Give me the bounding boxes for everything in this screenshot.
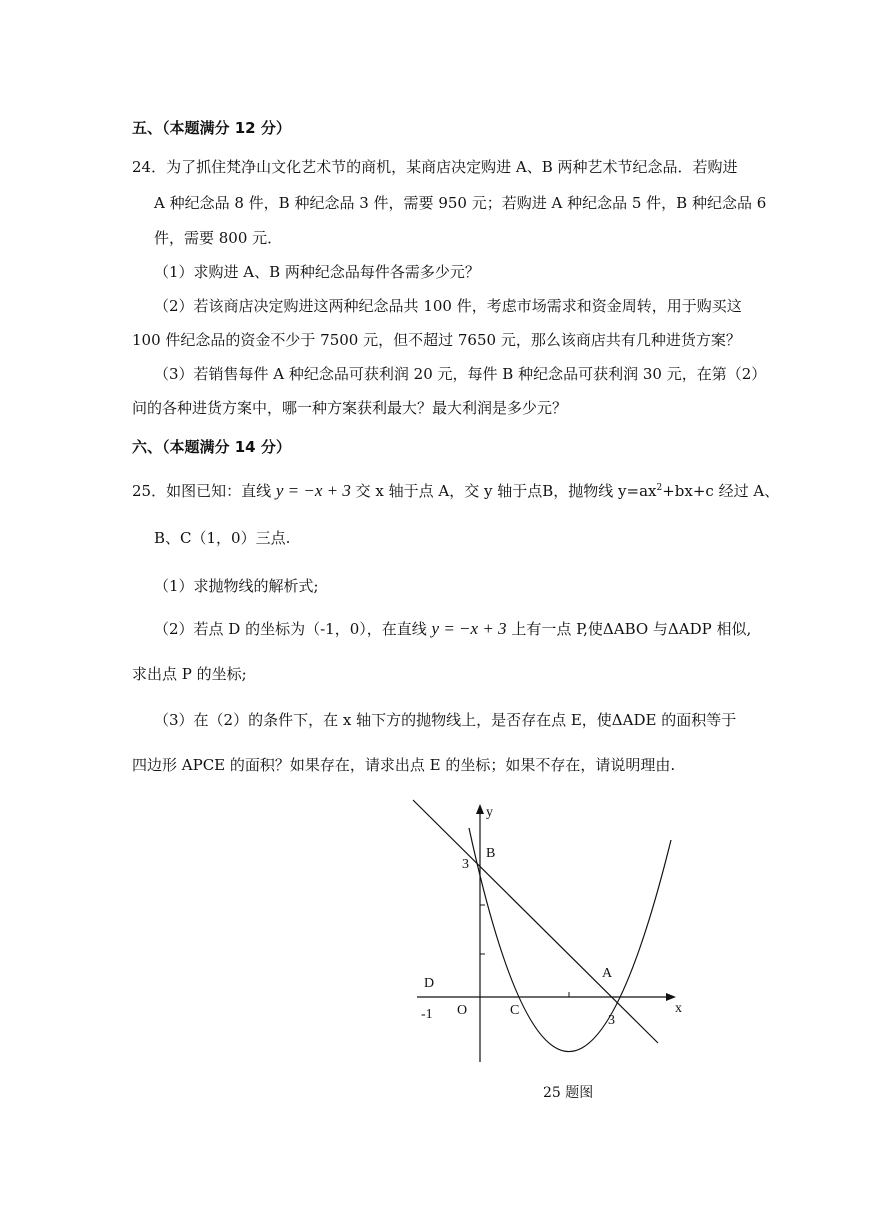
problem-24-question-3b: 问的各种进货方案中，哪一种方案获利最大？最大利润是多少元？ bbox=[132, 399, 568, 417]
y-axis-arrow bbox=[476, 804, 484, 814]
section-5-heading: 五、（本题满分 12 分） bbox=[132, 119, 291, 137]
problem-25-line-2: B、C（1，0）三点. bbox=[154, 529, 291, 547]
problem-25-line-1-post: +bx+c 经过 A、 bbox=[662, 482, 780, 500]
label-A: A bbox=[602, 966, 613, 981]
line-equation-2: y = −x + 3 bbox=[431, 619, 507, 638]
problem-25-question-2-post: 上有一点 P,使ΔABO 与ΔADP 相似, bbox=[506, 620, 752, 638]
label-3-y: 3 bbox=[462, 857, 469, 872]
problem-24-question-1: （1）求购进 A、B 两种纪念品每件各需多少元？ bbox=[154, 263, 480, 281]
problem-24-question-3a: （3）若销售每件 A 种纪念品可获利润 20 元，每件 B 种纪念品可获利润 30 元，在第（2） bbox=[154, 365, 767, 383]
problem-25-question-2-pre: （2）若点 D 的坐标为（-1，0），在直线 bbox=[154, 620, 432, 638]
section-6-heading: 六、（本题满分 14 分） bbox=[132, 438, 291, 456]
label-C: C bbox=[510, 1003, 520, 1018]
label-3-x: 3 bbox=[608, 1013, 615, 1028]
problem-25-line-1-mid: 交 x 轴于点 A，交 y 轴于点B，抛物线 y=ax bbox=[350, 482, 657, 500]
label-y: y bbox=[486, 805, 493, 820]
problem-25-question-2b: 求出点 P 的坐标; bbox=[132, 665, 247, 683]
problem-25-line-1-pre: 25．如图已知：直线 bbox=[132, 482, 276, 500]
problem-24-line-2: A 种纪念品 8 件，B 种纪念品 3 件，需要 950 元；若购进 A 种纪念品 5 件，B 种纪念品 6 bbox=[154, 194, 767, 212]
problem-24-line-1: 24．为了抓住梵净山文化艺术节的商机，某商店决定购进 A、B 两种艺术节纪念品．若购进 bbox=[132, 158, 738, 176]
parabola bbox=[469, 828, 671, 1052]
line-equation: y = −x + 3 bbox=[275, 481, 351, 500]
label-O: O bbox=[457, 1003, 468, 1018]
problem-24-question-2b: 100 件纪念品的资金不少于 7500 元，但不超过 7650 元，那么该商店共有几种进货方案？ bbox=[132, 331, 741, 349]
label-x: x bbox=[675, 1001, 682, 1016]
x-axis-arrow bbox=[666, 993, 676, 1001]
line-y-eq-neg-x-plus-3 bbox=[413, 800, 658, 1043]
problem-25-question-1: （1）求抛物线的解析式; bbox=[154, 577, 319, 595]
problem-24-question-2a: （2）若该商店决定购进这两种纪念品共 100 件，考虑市场需求和资金周转，用于购买这 bbox=[154, 297, 742, 315]
figure-caption: 25 题图 bbox=[543, 1085, 594, 1101]
label-neg1: -1 bbox=[421, 1007, 433, 1022]
label-D: D bbox=[424, 976, 435, 991]
label-B: B bbox=[486, 846, 496, 861]
exponent-2: 2 bbox=[656, 483, 663, 493]
problem-25-question-3a: （3）在（2）的条件下，在 x 轴下方的抛物线上，是否存在点 E，使ΔADE 的面积等于 bbox=[154, 711, 737, 729]
problem-25-question-3b: 四边形 APCE 的面积？如果存在，请求出点 E 的坐标；如果不存在，请说明理由. bbox=[132, 756, 676, 774]
problem-24-line-3: 件，需要 800 元． bbox=[154, 229, 283, 247]
